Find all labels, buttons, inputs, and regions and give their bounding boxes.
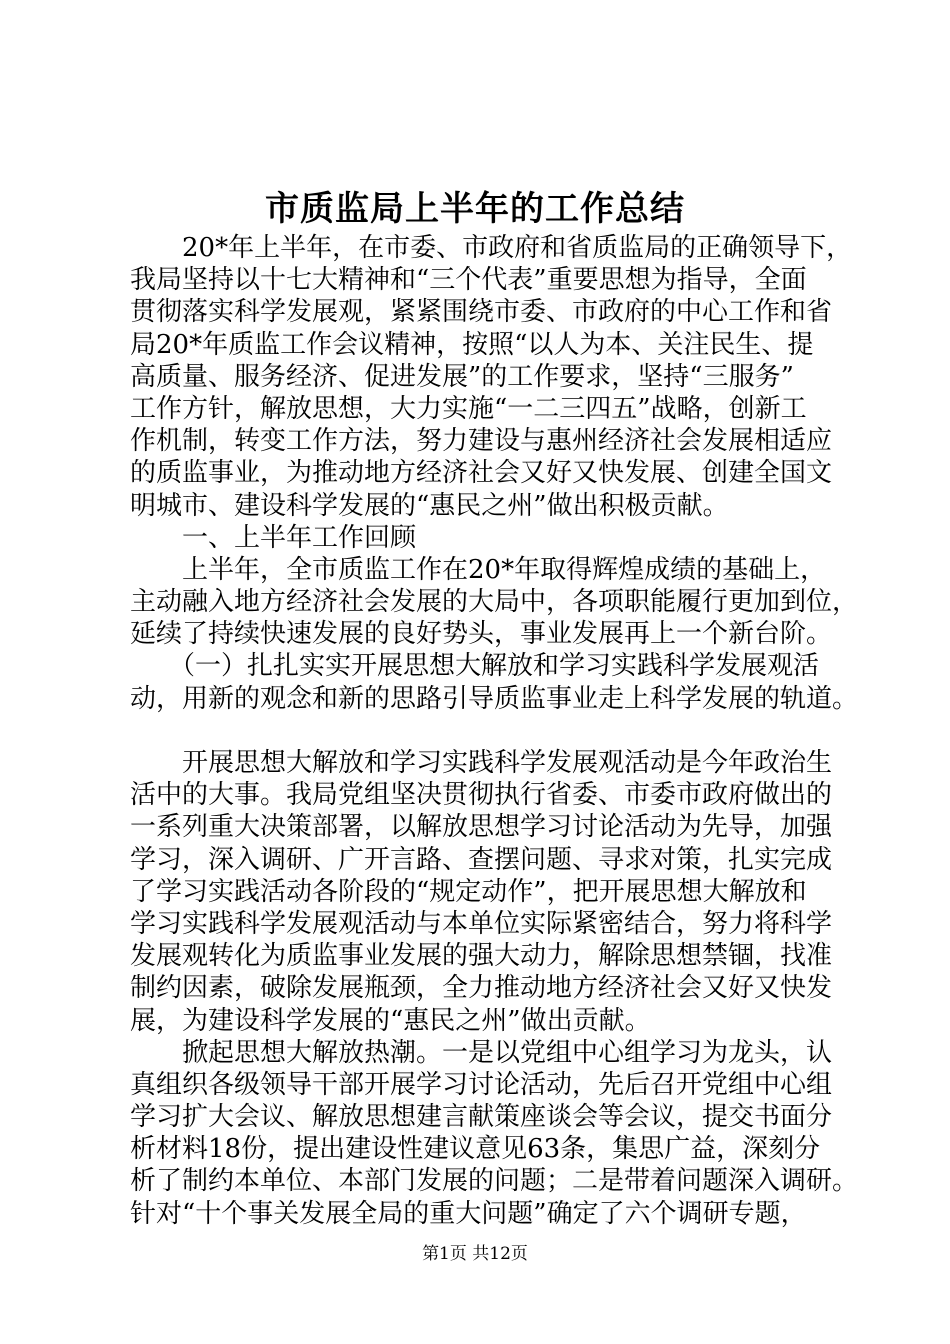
text-line: 工作方针，解放思想，大力实施“一二三四五”战略，创新工 (130, 393, 807, 424)
section-heading: 一、上半年工作回顾 (130, 522, 417, 553)
text-line: 上半年，全市质监工作在20*年取得辉煌成绩的基础上， (130, 554, 827, 585)
blank-line (130, 715, 846, 747)
text-line: 学习实践科学发展观活动与本单位实际紧密结合，努力将科学 (130, 908, 833, 939)
subsection-heading: 动，用新的观念和新的思路引导质监事业走上科学发展的轨道。 (130, 683, 859, 714)
text-line: 一系列重大决策部署，以解放思想学习讨论活动为先导，加强 (130, 812, 833, 843)
text-line: 析材料18份，提出建设性建议意见63条，集思广益，深刻分 (130, 1134, 821, 1165)
page-footer: 第1页 共12页 (422, 1244, 528, 1264)
text-line: 作机制，转变工作方法，努力建设与惠州经济社会发展相适应 (130, 426, 833, 457)
document-body (130, 232, 859, 1230)
text-line: 掀起思想大解放热潮。一是以党组中心组学习为龙头，认 (130, 1037, 833, 1068)
text-line: 高质量、服务经济、促进发展”的工作要求，坚持“三服务” (130, 361, 794, 392)
text-line: 活中的大事。我局党组坚决贯彻执行省委、市委市政府做出的 (130, 780, 833, 811)
text-line: 展，为建设科学发展的“惠民之州”做出贡献。 (130, 1005, 651, 1036)
text-line: 针对“十个事关发展全局的重大问题”确定了六个调研专题， (130, 1198, 807, 1229)
subsection-heading: （一）扎扎实实开展思想大解放和学习实践科学发展观活 (130, 651, 820, 682)
text-line: 制约因素，破除发展瓶颈，全力推动地方经济社会又好又快发 (130, 973, 833, 1004)
text-line: 主动融入地方经济社会发展的大局中，各项职能履行更加到位， (130, 587, 859, 618)
text-line: 学习扩大会议、解放思想建言献策座谈会等会议，提交书面分 (130, 1102, 833, 1133)
text-line: 发展观转化为质监事业发展的强大动力，解除思想禁锢，找准 (130, 941, 833, 972)
text-line: 明城市、建设科学发展的“惠民之州”做出积极贡献。 (130, 490, 729, 521)
text-line: 延续了持续快速发展的良好势头，事业发展再上一个新台阶。 (130, 619, 833, 650)
text-line: 析了制约本单位、本部门发展的问题；二是带着问题深入调研。 (130, 1166, 859, 1197)
text-line: 局20*年质监工作会议精神，按照“以人为本、关注民生、提 (130, 329, 814, 360)
text-line: 了学习实践活动各阶段的“规定动作”，把开展思想大解放和 (130, 876, 807, 907)
text-line: 学习，深入调研、广开言路、查摆问题、寻求对策，扎实完成 (130, 844, 833, 875)
text-line: 贯彻落实科学发展观，紧紧围绕市委、市政府的中心工作和省 (130, 297, 833, 328)
document-title: 市质监局上半年的工作总结 (265, 189, 685, 229)
text-line: 我局坚持以十七大精神和“三个代表”重要思想为指导，全面 (130, 265, 807, 296)
text-line: 真组织各级领导干部开展学习讨论活动，先后召开党组中心组 (130, 1069, 833, 1100)
text-line: 20*年上半年，在市委、市政府和省质监局的正确领导下， (130, 233, 853, 263)
text-line: 开展思想大解放和学习实践科学发展观活动是今年政治生 (130, 748, 833, 778)
text-line: 的质监事业，为推动地方经济社会又好又快发展、创建全国文 (130, 458, 833, 489)
